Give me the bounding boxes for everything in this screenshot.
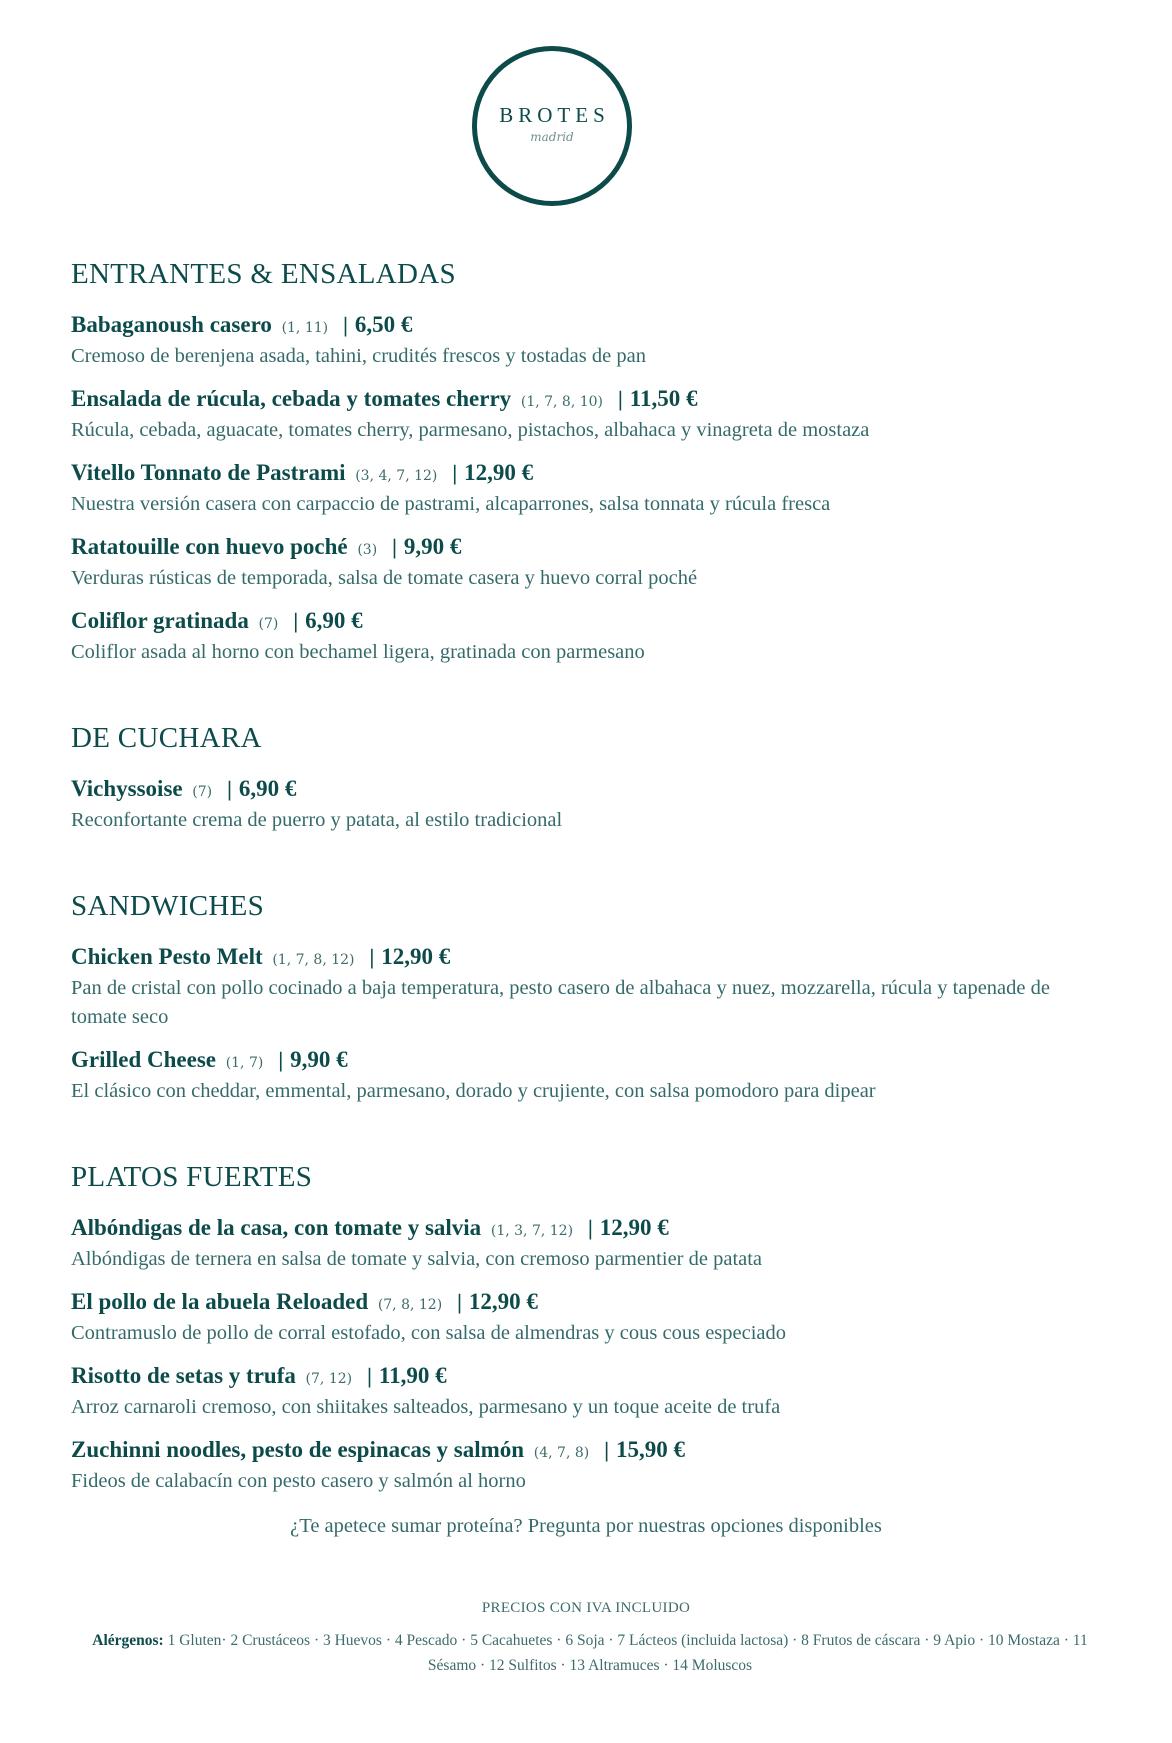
price-separator: | xyxy=(292,609,300,633)
menu-item-description: Cremoso de berenjena asada, tahini, crudités frescos y tostadas de pan xyxy=(71,345,646,367)
menu-item xyxy=(71,459,1091,519)
menu-item-name: Albóndigas de la casa, con tomate y salvia xyxy=(71,1215,482,1240)
menu-item-price: 9,90 € xyxy=(403,534,462,559)
menu-item-header xyxy=(71,385,1091,416)
menu-item-description: Fideos de calabacín con pesto casero y salmón al horno xyxy=(71,1470,526,1492)
section-title: DE CUCHARA xyxy=(71,722,262,754)
menu-section xyxy=(71,722,1091,835)
menu-item-description: Verduras rústicas de temporada, salsa de tomate casera y huevo corral poché xyxy=(71,567,698,589)
price-separator: | xyxy=(617,387,624,411)
menu-item-name: Grilled Cheese xyxy=(71,1047,216,1072)
price-separator: | xyxy=(391,535,398,559)
menu-item-description: Reconfortante crema de puerro y patata, al estilo tradicional xyxy=(71,809,563,831)
menu-item-name: Vitello Tonnato de Pastrami xyxy=(71,460,346,485)
menu-item xyxy=(71,311,1091,371)
menu-item-allergens: (1, 7, 8, 12) xyxy=(272,952,355,968)
price-separator: | xyxy=(366,1364,373,1388)
menu-item-price: 12,90 € xyxy=(381,944,451,969)
menu-item-header xyxy=(71,311,1091,342)
menu-item-header xyxy=(71,1362,1091,1393)
menu-item-allergens: (7) xyxy=(258,616,279,632)
price-separator: | xyxy=(368,945,376,969)
menu-item-allergens: (1, 7) xyxy=(225,1055,264,1071)
menu-item-header xyxy=(71,533,1091,564)
menu-item-header xyxy=(71,1214,1091,1245)
menu-item-description: El clásico con cheddar, emmental, parmesano, dorado y crujiente, con salsa pomodoro para dipear xyxy=(71,1080,876,1102)
menu-item-description: Pan de cristal con pollo cocinado a baja temperatura, pesto casero de albahaca y nuez, mozzarella, rúcula y tapenade de tomate seco xyxy=(71,977,1050,1028)
menu-item-header xyxy=(71,943,1091,974)
menu-item-description: Rúcula, cebada, aguacate, tomates cherry, parmesano, pistachos, albahaca y vinagreta de mostaza xyxy=(71,419,870,441)
menu-item-price: 12,90 € xyxy=(599,1215,669,1240)
menu-item-price: 11,50 € xyxy=(629,386,698,411)
logo-subtitle: madrid xyxy=(530,129,574,144)
menu-item-allergens: (1, 7, 8, 10) xyxy=(520,394,604,410)
prices-note: PRECIOS CON IVA INCLUIDO xyxy=(481,1600,691,1616)
menu-item-header xyxy=(71,1288,1091,1319)
menu-item xyxy=(71,1288,1091,1348)
menu-item-allergens: (7, 12) xyxy=(305,1371,353,1387)
menu-item-allergens: (3) xyxy=(357,542,378,558)
menu-item-description: Coliflor asada al horno con bechamel ligera, gratinada con parmesano xyxy=(71,641,645,663)
menu-item-price: 12,90 € xyxy=(464,460,534,485)
menu-item-price: 11,90 € xyxy=(378,1363,447,1388)
menu-item xyxy=(71,943,1091,1032)
menu-item xyxy=(71,533,1091,593)
menu-item-description: Nuestra versión casera con carpaccio de pastrami, alcaparrones, salsa tonnata y rúcula fresca xyxy=(71,493,831,515)
price-separator: | xyxy=(603,1438,610,1462)
menu-item-price: 12,90 € xyxy=(468,1289,538,1314)
menu-item-price: 15,90 € xyxy=(615,1437,685,1462)
menu-item xyxy=(71,1436,1091,1496)
menu-item-description: Albóndigas de ternera en salsa de tomate y salvia, con cremoso parmentier de patata xyxy=(71,1248,763,1270)
menu-item-name: Vichyssoise xyxy=(71,776,183,801)
allergen-legend-label: Alérgenos: xyxy=(92,1632,164,1649)
menu-item xyxy=(71,385,1091,445)
menu-item-name: Ensalada de rúcula, cebada y tomates cherry xyxy=(71,386,512,411)
brotes-logo xyxy=(472,46,632,206)
menu-item xyxy=(71,607,1091,667)
menu-item-description: Arroz carnaroli cremoso, con shiitakes salteados, parmesano y un toque aceite de trufa xyxy=(71,1396,781,1418)
menu-item-allergens: (7, 8, 12) xyxy=(377,1297,443,1313)
section-title: ENTRANTES & ENSALADAS xyxy=(71,258,456,290)
menu-item-name: El pollo de la abuela Reloaded xyxy=(71,1289,369,1314)
menu-item-price: 6,90 € xyxy=(238,776,297,801)
menu-section xyxy=(71,890,1091,1106)
allergen-legend xyxy=(90,1628,1090,1678)
menu-item-allergens: (4, 7, 8) xyxy=(533,1445,590,1461)
menu-item-name: Risotto de setas y trufa xyxy=(71,1363,296,1388)
menu-item xyxy=(71,1214,1091,1274)
price-separator: | xyxy=(226,777,233,801)
menu-item-header xyxy=(71,459,1091,490)
price-separator: | xyxy=(342,313,349,337)
menu-item xyxy=(71,775,1091,835)
menu-item-price: 9,90 € xyxy=(290,1047,348,1072)
price-separator: | xyxy=(451,461,459,485)
menu-item-name: Babaganoush casero xyxy=(71,312,272,337)
menu-item-header xyxy=(71,775,1091,806)
logo-name: BROTES xyxy=(499,102,610,127)
menu-content xyxy=(71,258,1091,1551)
menu-section xyxy=(71,1161,1091,1496)
price-separator: | xyxy=(277,1048,285,1072)
menu-item-allergens: (1, 11) xyxy=(281,320,329,336)
menu-item-header xyxy=(71,1046,1091,1077)
menu-item-allergens: (1, 3, 7, 12) xyxy=(490,1223,574,1239)
menu-section xyxy=(71,258,1091,667)
price-separator: | xyxy=(456,1290,463,1314)
price-separator: | xyxy=(587,1216,594,1240)
menu-item-description: Contramuslo de pollo de corral estofado, con salsa de almendras y cous cous especiado xyxy=(71,1322,787,1344)
menu-item-name: Chicken Pesto Melt xyxy=(71,944,263,969)
menu-item xyxy=(71,1046,1091,1106)
menu-item-name: Coliflor gratinada xyxy=(71,608,249,633)
protein-note: ¿Te apetece sumar proteína? Pregunta por nuestras opciones disponibles xyxy=(290,1515,882,1537)
section-title: PLATOS FUERTES xyxy=(71,1161,313,1193)
menu-item-allergens: (7) xyxy=(192,784,213,800)
menu-item-allergens: (3, 4, 7, 12) xyxy=(355,468,438,484)
menu-item-header xyxy=(71,1436,1091,1467)
menu-item-header xyxy=(71,607,1091,638)
menu-item-name: Ratatouille con huevo poché xyxy=(71,534,348,559)
menu-item xyxy=(71,1362,1091,1422)
menu-item-name: Zuchinni noodles, pesto de espinacas y salmón xyxy=(71,1437,525,1462)
menu-item-price: 6,90 € xyxy=(305,608,363,633)
allergen-legend-text: 1 Gluten· 2 Crustáceos · 3 Huevos · 4 Pescado · 5 Cacahuetes · 6 Soja · 7 Lácteos (incluida lactosa) · 8 Frutos de cáscara · 9 Apio · 10 Mostaza · 11 Sésamo · 12 Sulfitos · 13 Altramuces · 14 Moluscos xyxy=(167,1632,1088,1674)
menu-item-price: 6,50 € xyxy=(354,312,413,337)
section-title: SANDWICHES xyxy=(71,890,265,922)
